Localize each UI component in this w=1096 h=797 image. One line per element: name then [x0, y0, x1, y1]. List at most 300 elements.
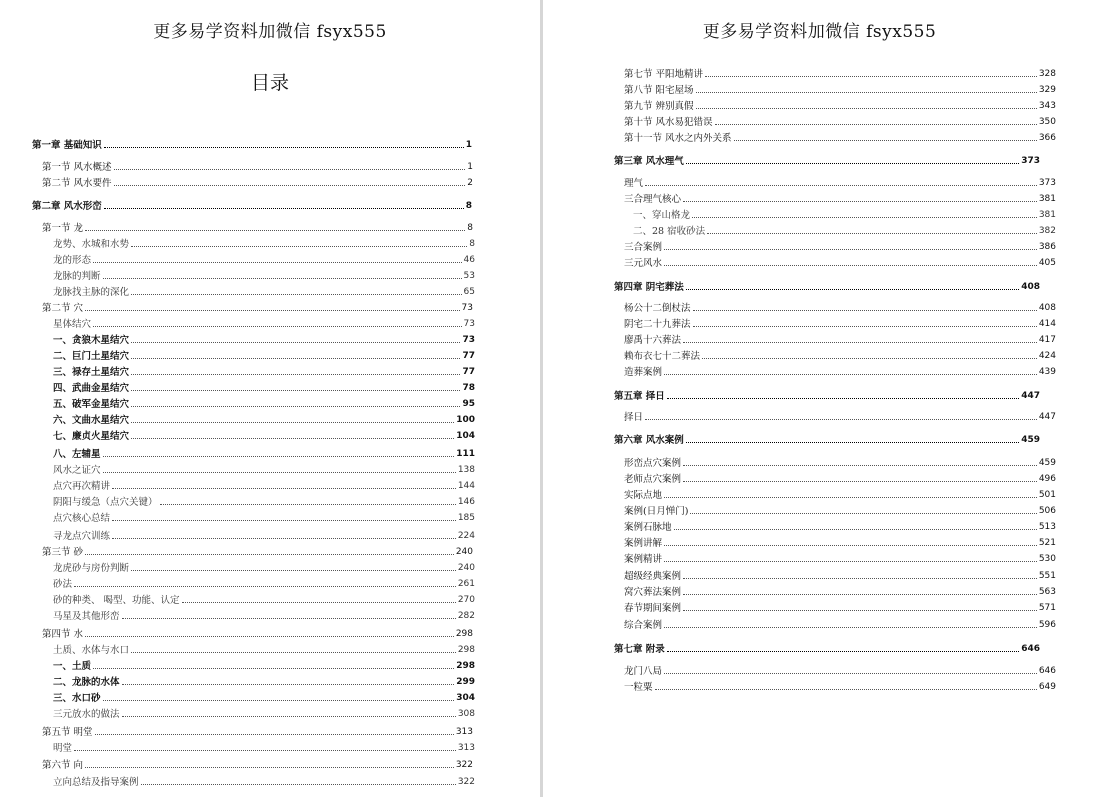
toc-entry-page-number: 381: [1038, 210, 1056, 220]
toc-entry-label: 第十一节 风水之内外关系: [624, 133, 732, 144]
toc-entry-label: 案例精讲: [624, 554, 663, 565]
toc-entry-page-number: 46: [463, 255, 475, 265]
toc-entry-label: 三、水口砂: [53, 693, 101, 704]
toc-subsection-entry: [53, 412, 475, 426]
toc-section-entry: [624, 66, 1056, 80]
toc-entry-page-number: 350: [1038, 117, 1056, 127]
toc-entry-page-number: 386: [1038, 242, 1056, 252]
toc-entry-page-number: 646: [1038, 666, 1056, 676]
toc-subsection-entry: [53, 446, 475, 460]
toc-entry-page-number: 304: [456, 693, 475, 703]
toc-section-entry: [624, 663, 1056, 677]
toc-entry-page-number: 261: [457, 579, 475, 589]
toc-entry-label: 第六章 风水案例: [614, 435, 684, 446]
toc-entry-page-number: 2: [467, 178, 473, 188]
toc-section-entry: [624, 535, 1056, 549]
toc-entry-label: 龙脉找主脉的深化: [53, 287, 130, 298]
toc-entry-label: 龙势、水城和水势: [53, 239, 130, 250]
dot-leader: [103, 472, 456, 473]
toc-entry-label: 三、禄存土星结穴: [53, 367, 130, 378]
toc-entry-label: 第四节 水: [42, 629, 84, 640]
dot-leader: [664, 561, 1037, 562]
toc-entry-page-number: 459: [1021, 435, 1040, 445]
toc-section-entry: [624, 239, 1056, 253]
toc-entry-label: 马星及其他形峦: [53, 611, 120, 622]
toc-section-entry: [624, 617, 1056, 631]
dot-leader: [667, 651, 1019, 652]
toc-entry-label: 第十节 风水易犯错误: [624, 117, 713, 128]
dot-leader: [707, 233, 1037, 234]
dot-leader: [683, 465, 1037, 466]
toc-entry-page-number: 366: [1038, 133, 1056, 143]
toc-section-entry: [624, 584, 1056, 598]
toc-entry-page-number: 506: [1038, 506, 1056, 516]
toc-subsection-entry: [53, 560, 475, 574]
dot-leader: [683, 342, 1037, 343]
dot-leader: [93, 326, 462, 327]
toc-entry-label: 砂的种类、 喝型、功能、认定: [53, 595, 180, 606]
toc-chapter-entry: [614, 279, 1040, 293]
left-page: [0, 0, 540, 797]
toc-subsection-entry: [53, 380, 475, 394]
toc-entry-label: 三元放水的做法: [53, 709, 120, 720]
toc-entry-label: 春节期间案例: [624, 603, 682, 614]
toc-entry-page-number: 240: [457, 563, 475, 573]
toc-subsection-entry: [53, 608, 475, 622]
toc-entry-label: 明堂: [53, 743, 73, 754]
toc-entry-label: 廖禹十六葬法: [624, 335, 682, 346]
toc-section-entry: [624, 600, 1056, 614]
dot-leader: [705, 76, 1037, 77]
dot-leader: [690, 513, 1036, 514]
toc-subsection-entry: [53, 332, 475, 346]
toc-section-entry: [42, 175, 473, 189]
toc-entry-page-number: 282: [457, 611, 475, 621]
toc-entry-label: 杨公十二倒杖法: [624, 303, 691, 314]
toc-entry-label: 三合理气核心: [624, 194, 682, 205]
toc-section-entry: [624, 471, 1056, 485]
dot-leader: [686, 442, 1019, 443]
toc-entry-page-number: 496: [1038, 474, 1056, 484]
toc-entry-label: 第一节 风水概述: [42, 162, 112, 173]
toc-entry-label: 阴宅二十九葬法: [624, 319, 691, 330]
toc-section-entry: [42, 159, 473, 173]
dot-leader: [103, 700, 455, 701]
dot-leader: [85, 230, 465, 231]
toc-entry-label: 立向总结及指导案例: [53, 777, 139, 788]
toc-entry-page-number: 8: [467, 223, 473, 233]
dot-leader: [131, 374, 460, 375]
toc-entry-label: 第一章 基础知识: [32, 140, 102, 151]
page-header: 更多易学资料加微信 fsyx555: [153, 22, 387, 42]
dot-leader: [702, 358, 1037, 359]
toc-entry-label: 第四章 阴宅葬法: [614, 282, 684, 293]
toc-section-entry: [624, 679, 1056, 693]
dot-leader: [655, 689, 1037, 690]
dot-leader: [104, 147, 464, 148]
toc-entry-page-number: 501: [1038, 490, 1056, 500]
toc-section-entry: [624, 487, 1056, 501]
dot-leader: [664, 497, 1037, 498]
toc-section-entry: [624, 551, 1056, 565]
dot-leader: [112, 488, 456, 489]
toc-entry-label: 阴阳与缓急（点穴关键）: [53, 497, 158, 508]
dot-leader: [93, 668, 454, 669]
toc-entry-page-number: 298: [455, 629, 473, 639]
dot-leader: [131, 422, 454, 423]
dot-leader: [664, 545, 1037, 546]
toc-entry-label: 第三节 砂: [42, 547, 84, 558]
toc-entry-label: 风水之证穴: [53, 465, 101, 476]
toc-entry-label: 二、巨门土星结穴: [53, 351, 130, 362]
dot-leader: [85, 767, 454, 768]
toc-chapter-entry: [614, 432, 1040, 446]
toc-entry-page-number: 322: [457, 777, 475, 787]
dot-leader: [85, 636, 454, 637]
toc-entry-label: 理气: [624, 178, 644, 189]
toc-subsection-entry: [53, 674, 475, 688]
right-page: [543, 0, 1096, 797]
dot-leader: [686, 289, 1019, 290]
toc-entry-page-number: 417: [1038, 335, 1056, 345]
toc-entry-label: 综合案例: [624, 620, 663, 631]
toc-entry-page-number: 649: [1038, 682, 1056, 692]
toc-entry-page-number: 563: [1038, 587, 1056, 597]
dot-leader: [131, 652, 456, 653]
toc-subsection-entry: [53, 462, 475, 476]
dot-leader: [112, 520, 456, 521]
toc-section-entry: [624, 82, 1056, 96]
toc-entry-page-number: 65: [463, 287, 475, 297]
toc-entry-label: 第八节 阳宅屋场: [624, 85, 694, 96]
toc-entry-label: 案例讲解: [624, 538, 663, 549]
dot-leader: [95, 734, 454, 735]
toc-subsection-entry: [53, 774, 475, 788]
toc-section-entry: [624, 503, 1056, 517]
toc-entry-page-number: 596: [1038, 620, 1056, 630]
dot-leader: [683, 201, 1037, 202]
toc-entry-page-number: 298: [457, 645, 475, 655]
toc-entry-label: 窝穴葬法案例: [624, 587, 682, 598]
toc-section-entry: [624, 409, 1056, 423]
toc-section-entry: [624, 130, 1056, 144]
dot-leader: [664, 249, 1037, 250]
toc-subsection-entry: [53, 706, 475, 720]
dot-leader: [696, 92, 1037, 93]
toc-entry-page-number: 322: [455, 760, 473, 770]
toc-entry-page-number: 373: [1021, 156, 1040, 166]
toc-entry-page-number: 298: [456, 661, 475, 671]
toc-section-entry: [624, 316, 1056, 330]
toc-subsection-entry: [53, 252, 475, 266]
toc-entry-page-number: 78: [462, 383, 475, 393]
dot-leader: [664, 627, 1037, 628]
dot-leader: [131, 294, 462, 295]
toc-entry-page-number: 328: [1038, 69, 1056, 79]
toc-subsection-entry: [633, 223, 1056, 237]
dot-leader: [182, 602, 456, 603]
dot-leader: [683, 610, 1037, 611]
dot-leader: [686, 163, 1019, 164]
toc-entry-page-number: 530: [1038, 554, 1056, 564]
toc-entry-page-number: 299: [456, 677, 475, 687]
toc-entry-page-number: 405: [1038, 258, 1056, 268]
toc-entry-page-number: 73: [461, 303, 473, 313]
toc-chapter-entry: [614, 153, 1040, 167]
toc-entry-page-number: 447: [1038, 412, 1056, 422]
toc-entry-page-number: 424: [1038, 351, 1056, 361]
dot-leader: [85, 310, 460, 311]
toc-entry-label: 龙的形态: [53, 255, 92, 266]
toc-entry-page-number: 111: [456, 449, 475, 459]
toc-entry-page-number: 240: [455, 547, 473, 557]
toc-entry-page-number: 144: [457, 481, 475, 491]
toc-entry-page-number: 138: [457, 465, 475, 475]
toc-entry-label: 八、左辅星: [53, 449, 101, 460]
toc-entry-page-number: 646: [1021, 644, 1040, 654]
dot-leader: [734, 140, 1037, 141]
dot-leader: [104, 208, 464, 209]
dot-leader: [131, 570, 456, 571]
toc-entry-label: 老师点穴案例: [624, 474, 682, 485]
toc-entry-label: 砂法: [53, 579, 73, 590]
toc-entry-page-number: 313: [457, 743, 475, 753]
toc-subsection-entry: [53, 592, 475, 606]
toc-entry-label: 形峦点穴案例: [624, 458, 682, 469]
dot-leader: [667, 398, 1019, 399]
toc-entry-page-number: 373: [1038, 178, 1056, 188]
toc-chapter-entry: [32, 198, 472, 212]
toc-entry-page-number: 104: [456, 431, 475, 441]
dot-leader: [74, 750, 456, 751]
toc-subsection-entry: [53, 528, 475, 542]
toc-entry-label: 第五节 明堂: [42, 727, 93, 738]
dot-leader: [131, 358, 460, 359]
toc-chapter-entry: [32, 137, 472, 151]
toc-entry-label: 土质、水体与水口: [53, 645, 130, 656]
toc-subsection-entry: [53, 348, 475, 362]
toc-entry-page-number: 1: [467, 162, 473, 172]
toc-entry-label: 第七章 附录: [614, 644, 665, 655]
toc-entry-page-number: 447: [1021, 391, 1040, 401]
toc-title: 目录: [250, 72, 289, 94]
toc-subsection-entry: [53, 284, 475, 298]
toc-section-entry: [42, 757, 473, 771]
toc-entry-page-number: 571: [1038, 603, 1056, 613]
toc-entry-label: 龙脉的判断: [53, 271, 101, 282]
toc-entry-page-number: 77: [462, 367, 475, 377]
toc-subsection-entry: [53, 642, 475, 656]
dot-leader: [160, 504, 456, 505]
toc-subsection-entry: [53, 364, 475, 378]
toc-entry-page-number: 521: [1038, 538, 1056, 548]
toc-entry-page-number: 77: [462, 351, 475, 361]
dot-leader: [683, 481, 1037, 482]
toc-entry-page-number: 95: [462, 399, 475, 409]
toc-entry-label: 寻龙点穴训练: [53, 531, 111, 542]
toc-entry-page-number: 73: [463, 319, 475, 329]
toc-entry-label: 第二节 穴: [42, 303, 84, 314]
dot-leader: [141, 784, 456, 785]
toc-subsection-entry: [53, 494, 475, 508]
dot-leader: [645, 419, 1037, 420]
toc-subsection-entry: [53, 268, 475, 282]
toc-section-entry: [42, 724, 473, 738]
dot-leader: [131, 342, 460, 343]
toc-entry-page-number: 513: [1038, 522, 1056, 532]
toc-entry-label: 龙门八局: [624, 666, 663, 677]
toc-entry-label: 第五章 择日: [614, 391, 665, 402]
toc-section-entry: [624, 348, 1056, 362]
toc-entry-page-number: 73: [462, 335, 475, 345]
toc-entry-label: 一、贪狼木星结穴: [53, 335, 130, 346]
toc-subsection-entry: [53, 478, 475, 492]
toc-subsection-entry: [53, 236, 475, 250]
toc-section-entry: [42, 220, 473, 234]
toc-entry-page-number: 381: [1038, 194, 1056, 204]
toc-section-entry: [624, 98, 1056, 112]
dot-leader: [664, 265, 1037, 266]
toc-entry-page-number: 408: [1021, 282, 1040, 292]
toc-entry-label: 五、破军金星结穴: [53, 399, 130, 410]
toc-entry-label: 六、文曲水星结穴: [53, 415, 130, 426]
toc-entry-page-number: 551: [1038, 571, 1056, 581]
toc-entry-label: 三合案例: [624, 242, 663, 253]
dot-leader: [122, 684, 455, 685]
dot-leader: [692, 217, 1037, 218]
toc-entry-page-number: 459: [1038, 458, 1056, 468]
toc-entry-page-number: 414: [1038, 319, 1056, 329]
dot-leader: [114, 185, 466, 186]
toc-entry-label: 二、28 宿收砂法: [633, 226, 706, 237]
dot-leader: [683, 594, 1037, 595]
page-header: 更多易学资料加微信 fsyx555: [702, 22, 937, 42]
toc-entry-label: 一、土质: [53, 661, 92, 672]
dot-leader: [131, 406, 460, 407]
toc-subsection-entry: [53, 428, 475, 442]
toc-entry-page-number: 308: [457, 709, 475, 719]
toc-section-entry: [624, 568, 1056, 582]
toc-entry-page-number: 329: [1038, 85, 1056, 95]
toc-entry-label: 超级经典案例: [624, 571, 682, 582]
dot-leader: [93, 262, 462, 263]
dot-leader: [74, 586, 456, 587]
toc-section-entry: [624, 455, 1056, 469]
dot-leader: [131, 390, 460, 391]
dot-leader: [664, 673, 1037, 674]
toc-entry-page-number: 8: [465, 201, 472, 211]
toc-chapter-entry: [614, 388, 1040, 402]
toc-entry-label: 七、廉贞火星结穴: [53, 431, 130, 442]
toc-entry-label: 案例石脉地: [624, 522, 672, 533]
toc-section-entry: [42, 300, 473, 314]
dot-leader: [131, 246, 467, 247]
toc-entry-label: 一、穿山格龙: [633, 210, 691, 221]
dot-leader: [103, 278, 462, 279]
dot-leader: [114, 169, 466, 170]
toc-entry-page-number: 343: [1038, 101, 1056, 111]
toc-entry-label: 龙虎砂与房份判断: [53, 563, 130, 574]
toc-entry-label: 实际点地: [624, 490, 663, 501]
toc-section-entry: [624, 364, 1056, 378]
dot-leader: [715, 124, 1037, 125]
toc-entry-label: 第二节 风水要件: [42, 178, 112, 189]
dot-leader: [674, 529, 1037, 530]
dot-leader: [131, 438, 454, 439]
toc-entry-label: 三元风水: [624, 258, 663, 269]
toc-section-entry: [42, 626, 473, 640]
dot-leader: [683, 578, 1037, 579]
toc-entry-label: 星体结穴: [53, 319, 92, 330]
toc-entry-page-number: 146: [457, 497, 475, 507]
toc-section-entry: [624, 332, 1056, 346]
toc-entry-label: 第二章 风水形峦: [32, 201, 102, 212]
toc-entry-page-number: 439: [1038, 367, 1056, 377]
toc-entry-page-number: 185: [457, 513, 475, 523]
toc-entry-label: 一粒粟: [624, 682, 653, 693]
toc-subsection-entry: [53, 576, 475, 590]
toc-entry-page-number: 224: [457, 531, 475, 541]
toc-section-entry: [624, 300, 1056, 314]
toc-entry-page-number: 1: [465, 140, 472, 150]
toc-entry-page-number: 8: [469, 239, 475, 249]
toc-entry-label: 点穴核心总结: [53, 513, 111, 524]
toc-entry-label: 四、武曲金星结穴: [53, 383, 130, 394]
dot-leader: [112, 538, 456, 539]
toc-entry-page-number: 100: [456, 415, 475, 425]
toc-subsection-entry: [633, 207, 1056, 221]
toc-section-entry: [624, 191, 1056, 205]
toc-entry-label: 造葬案例: [624, 367, 663, 378]
dot-leader: [645, 185, 1037, 186]
dot-leader: [693, 326, 1037, 327]
toc-subsection-entry: [53, 396, 475, 410]
toc-section-entry: [624, 519, 1056, 533]
dot-leader: [664, 374, 1037, 375]
toc-subsection-entry: [53, 510, 475, 524]
toc-entry-label: 第一节 龙: [42, 223, 84, 234]
toc-entry-page-number: 270: [457, 595, 475, 605]
toc-entry-label: 择日: [624, 412, 644, 423]
dot-leader: [696, 108, 1037, 109]
toc-entry-page-number: 408: [1038, 303, 1056, 313]
toc-entry-page-number: 382: [1038, 226, 1056, 236]
dot-leader: [122, 716, 456, 717]
toc-subsection-entry: [53, 316, 475, 330]
toc-section-entry: [624, 175, 1056, 189]
toc-entry-page-number: 313: [455, 727, 473, 737]
toc-entry-label: 案例(日月惮门): [624, 506, 689, 517]
toc-entry-page-number: 53: [463, 271, 475, 281]
toc-entry-label: 第七节 平阳地精讲: [624, 69, 704, 80]
dot-leader: [103, 456, 455, 457]
dot-leader: [122, 618, 456, 619]
toc-subsection-entry: [53, 690, 475, 704]
toc-section-entry: [624, 255, 1056, 269]
toc-subsection-entry: [53, 658, 475, 672]
toc-section-entry: [42, 544, 473, 558]
toc-section-entry: [624, 114, 1056, 128]
toc-entry-label: 第九节 辨别真假: [624, 101, 694, 112]
dot-leader: [85, 554, 454, 555]
dot-leader: [693, 310, 1037, 311]
toc-entry-label: 点穴再次精讲: [53, 481, 111, 492]
toc-entry-label: 二、龙脉的水体: [53, 677, 120, 688]
toc-entry-label: 第三章 风水理气: [614, 156, 684, 167]
toc-subsection-entry: [53, 740, 475, 754]
toc-entry-label: 赖布衣七十二葬法: [624, 351, 701, 362]
toc-chapter-entry: [614, 641, 1040, 655]
